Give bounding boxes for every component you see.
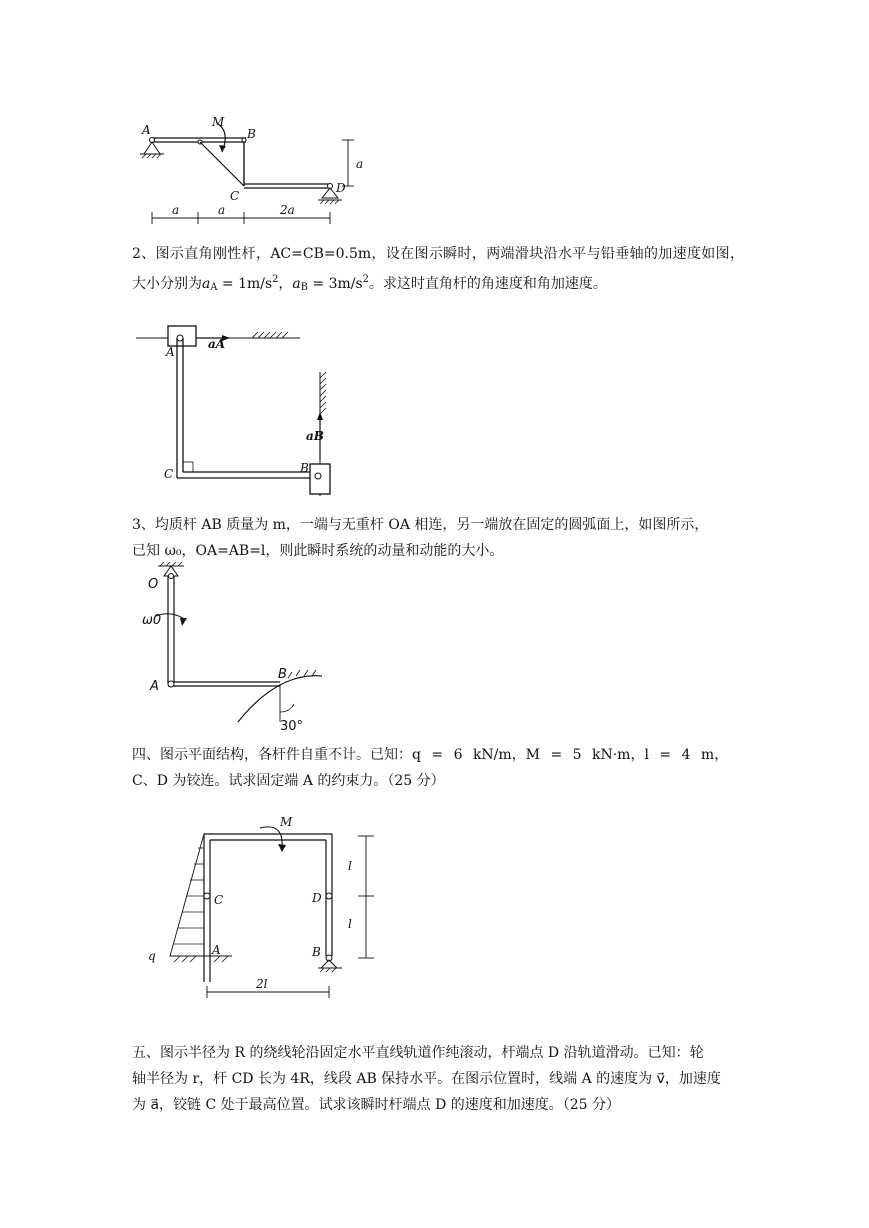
question-3-line-2: 已知 ω₀，OA=AB=l，则此瞬时系统的动量和动能的大小。 bbox=[132, 543, 504, 559]
label-aB: aB bbox=[306, 429, 324, 443]
question-5-line-1: 五、图示半径为 R 的绕线轮沿固定水平直线轨道作纯滚动，杆端点 D 沿轨道滑动。已知：轮 bbox=[132, 1045, 704, 1061]
question-4-line-2: C、D 为铰连。试求固定端 A 的约束力。（25 分） bbox=[132, 773, 445, 789]
eq-a-sup: 2 bbox=[272, 274, 279, 285]
eq-a-val: = 1m/s bbox=[217, 276, 273, 292]
label-O: O bbox=[148, 577, 159, 592]
label-C: C bbox=[230, 189, 240, 203]
label-C: C bbox=[214, 893, 224, 907]
label-A: A bbox=[142, 123, 151, 137]
label-C: C bbox=[164, 467, 174, 481]
label-omega: ω0 bbox=[142, 613, 162, 628]
dim-2a: 2a bbox=[280, 203, 295, 217]
figure-3-rod-on-arc bbox=[138, 562, 338, 738]
question-2 bbox=[132, 241, 744, 301]
eq-b: a bbox=[292, 276, 301, 292]
question-5-line-2: 轴半径为 r，杆 CD 长为 4R，线段 AB 保持水平。在图示位置时，线端 A 的速度为 v⃗，加速度 bbox=[132, 1071, 721, 1087]
label-B: B bbox=[300, 461, 309, 475]
figure-4-frame bbox=[140, 810, 390, 1004]
question-2-text: 2、图示直角刚性杆，AC=CB=0.5m，设在图示瞬时，两端滑块沿水平与铅垂轴的加速度如图，大小分别为 bbox=[132, 246, 744, 292]
label-q: q bbox=[148, 949, 156, 963]
question-5 bbox=[132, 1040, 744, 1118]
eq-b-val: = 3m/s bbox=[307, 276, 363, 292]
label-vert-a: a bbox=[356, 157, 364, 171]
eq-a: a bbox=[202, 276, 211, 292]
eq-b-sup: 2 bbox=[362, 274, 369, 285]
eq-b-sub: B bbox=[300, 282, 308, 293]
label-B: B bbox=[312, 945, 321, 959]
eq-sep: ， bbox=[278, 276, 293, 292]
label-l-bottom: l bbox=[348, 917, 352, 931]
question-5-line-3: 为 a⃗，铰链 C 处于最高位置。试求该瞬时杆端点 D 的速度和加速度。（25 分） bbox=[132, 1097, 621, 1113]
label-D: D bbox=[336, 181, 346, 195]
label-aA: aA bbox=[208, 337, 226, 351]
label-D: D bbox=[312, 891, 322, 905]
label-2l: 2l bbox=[256, 977, 268, 991]
question-3 bbox=[132, 512, 744, 564]
question-2-tail: 。求这时直角杆的角速度和角加速度。 bbox=[368, 276, 607, 292]
dim-a-2: a bbox=[218, 203, 226, 217]
label-A: A bbox=[166, 345, 175, 359]
label-A: A bbox=[150, 679, 159, 694]
label-B: B bbox=[247, 127, 256, 141]
question-3-line-1: 3、均质杆 AB 质量为 m，一端与无重杆 OA 相连，另一端放在固定的圆弧面上，如图所示， bbox=[132, 517, 709, 533]
figure-2-right-angle-rod bbox=[130, 320, 340, 502]
label-M: M bbox=[280, 815, 293, 829]
question-4 bbox=[132, 742, 744, 794]
dim-a-1: a bbox=[172, 203, 180, 217]
label-M: M bbox=[212, 115, 225, 129]
label-A: A bbox=[212, 943, 221, 957]
question-4-line-1: 四、图示平面结构，各杆件自重不计。已知：q = 6 kN/m，M = 5 kN·m，l = 4 m， bbox=[132, 747, 729, 763]
label-B: B bbox=[278, 667, 287, 682]
figure-1-truss bbox=[130, 112, 370, 234]
label-angle: 30° bbox=[280, 719, 304, 734]
eq-a-sub: A bbox=[210, 282, 218, 293]
label-l-top: l bbox=[348, 859, 352, 873]
